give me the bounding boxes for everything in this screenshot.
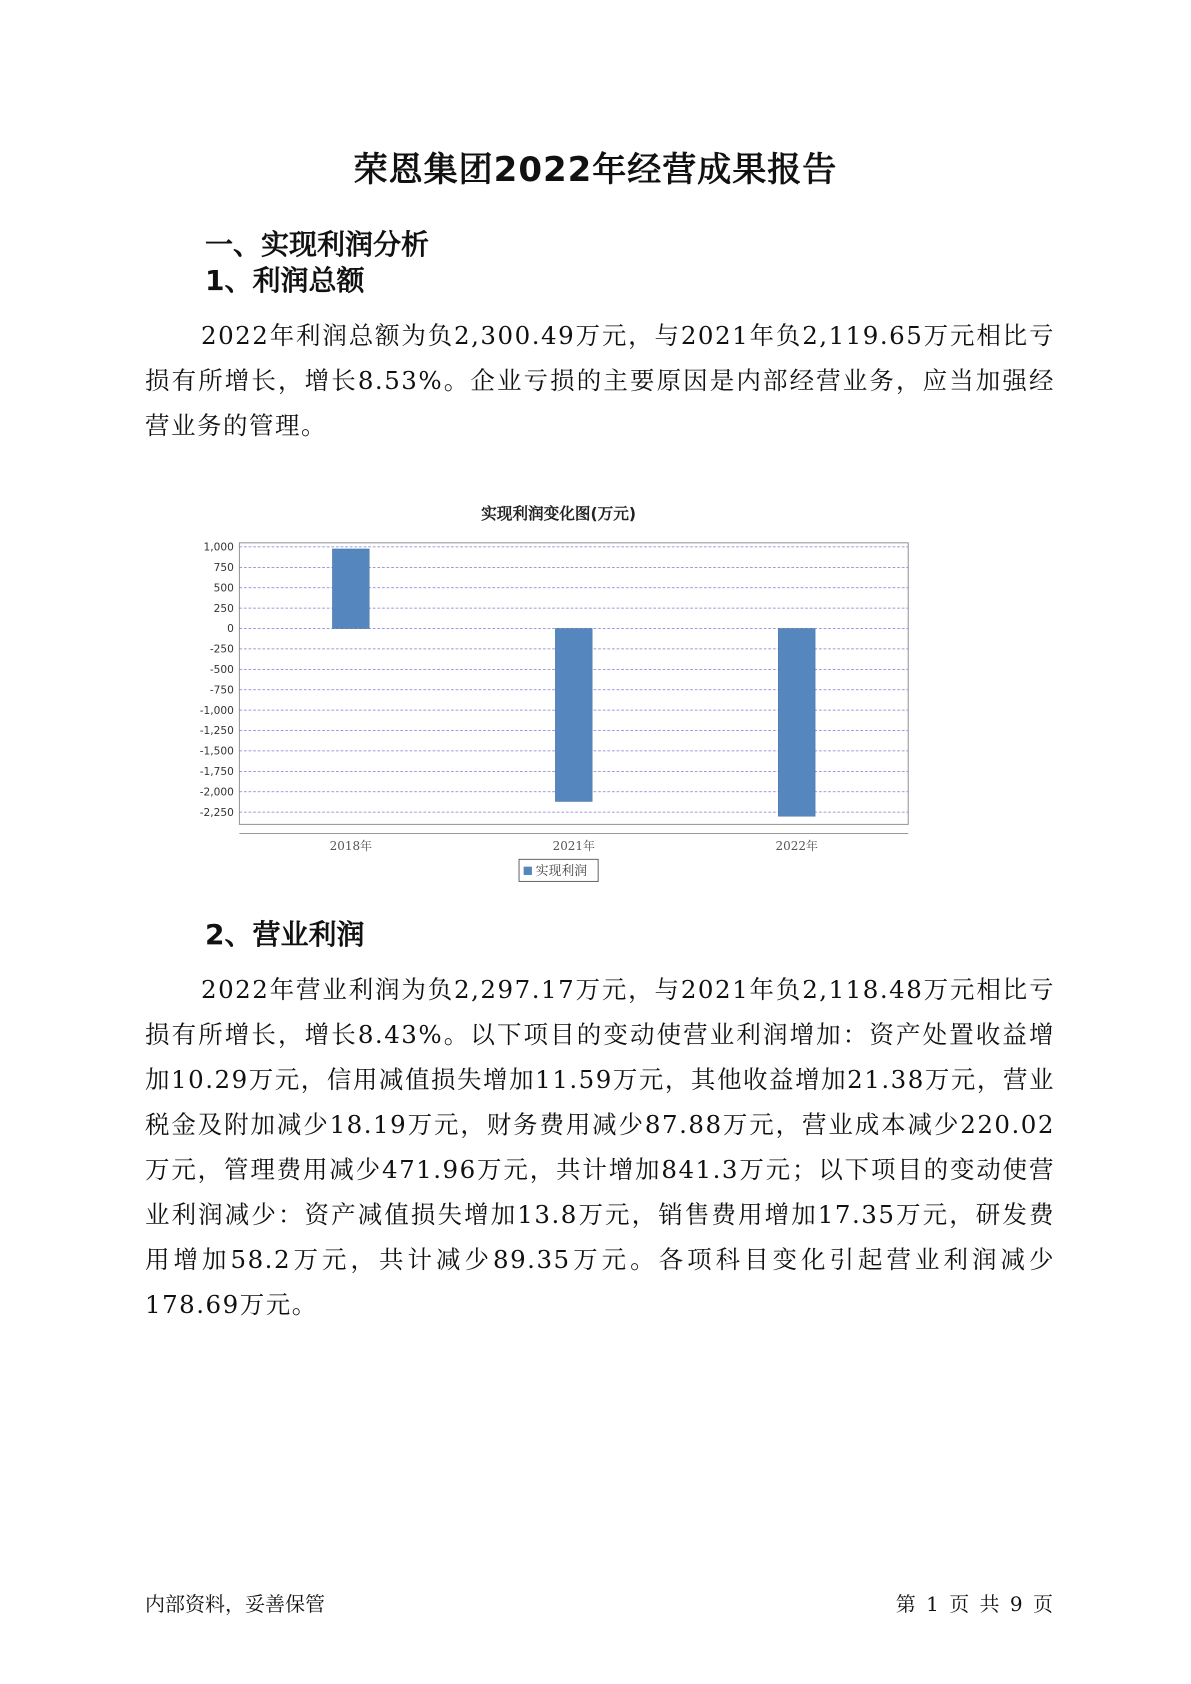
y-tick-label: -2,000: [199, 786, 234, 799]
bar: [332, 549, 369, 629]
x-axis-ticks: [330, 838, 818, 853]
y-tick-label: -2,250: [199, 806, 234, 819]
x-tick-label: 2021年: [552, 839, 595, 854]
y-tick-label: 750: [213, 562, 234, 574]
chart-legend: [519, 859, 598, 881]
y-tick-label: -1,250: [199, 725, 234, 738]
x-tick-label: 2018年: [329, 839, 373, 854]
chart-title: 实现利润变化图(万元): [481, 503, 637, 523]
y-tick-label: 0: [227, 623, 234, 636]
paragraph-profit-total: 2022年利润总额为负2,300.49万元，与2021年负2,119.65万元相比亏损有所增长，增长8.53%。企业亏损的主要原因是内部经营业务，应当加强经营业务的管理。: [145, 321, 1055, 440]
y-tick-label: -1,750: [199, 766, 234, 778]
y-axis-ticks: [200, 542, 234, 819]
legend-swatch: [524, 867, 532, 875]
paragraph-operating-profit: 2022年营业利润为负2,297.17万元，与2021年负2,118.48万元相比亏损有所增长，增长8.43%。以下项目的变动使营业利润增加：资产处置收益增加10.29万元，信用减值损失增加11.59万元，其他收益增加21.38万元，营业税金及附加减少18.19万元，财务费用减少87.88万元，营业成本减少220.02万元，管理费用减少471.96万元，共计增加841.3万元；以下项目的变动使营业利润减少：资产减值损失增加13.8万元，销售费用增加17.35万元，研发费用增加58.2万元，共计减少89.35万元。各项科目变化引起营业利润减少178.69万元。: [145, 975, 1055, 1319]
footer-confidential: 内部资料，妥善保管: [145, 1592, 325, 1616]
x-tick-label: 2022年: [775, 839, 818, 854]
bar: [778, 629, 815, 817]
y-tick-label: -1,000: [199, 704, 234, 717]
section-heading: 一、实现利润分析: [205, 228, 430, 261]
profit-chart: [145, 495, 1055, 955]
y-tick-label: -500: [209, 664, 234, 676]
y-tick-label: 250: [213, 602, 234, 615]
subsection-heading-profit-total: 1、利润总额: [205, 264, 365, 297]
y-tick-label: -250: [209, 643, 234, 656]
subsection-heading-operating-profit: 2、营业利润: [205, 918, 365, 951]
footer-page-number: 第 1 页 共 9 页: [895, 1592, 1053, 1616]
y-tick-label: 1,000: [203, 541, 234, 554]
y-tick-label: -1,500: [199, 745, 234, 758]
y-tick-label: -750: [209, 684, 234, 697]
bar: [555, 629, 592, 802]
page-title: 荣恩集团2022年经营成果报告: [353, 150, 838, 190]
legend-label: 实现利润: [535, 863, 588, 879]
y-tick-label: 500: [213, 582, 234, 595]
profit-chart-svg: [145, 495, 1055, 955]
